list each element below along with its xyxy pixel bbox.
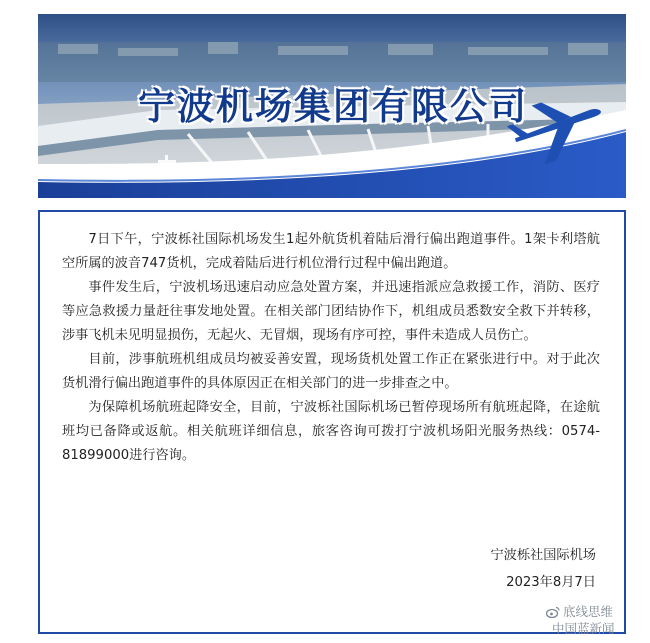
watermark bbox=[540, 598, 650, 643]
watermark-line-2: 中国蓝新闻 bbox=[552, 621, 615, 636]
signature-organization: 宁波栎社国际机场 bbox=[490, 548, 596, 563]
notice-paragraph: 事件发生后，宁波机场迅速启动应急处置方案，并迅速指派应急救援工作，消防、医疗等应急救援力量赶往事发地处置。在相关部门团结协作下，机组成员悉数安全救下并转移，涉事飞机未见明显损伤，无起火、无冒烟，现场有序可控，事件未造成人员伤亡。 bbox=[62, 280, 600, 343]
notice-paragraph: 7日下午，宁波栎社国际机场发生1起外航货机着陆后滑行偏出跑道事件。1架卡利塔航空所属的波音747货机，完成着陆后进行机位滑行过程中偏出跑道。 bbox=[62, 232, 600, 271]
company-title: 宁波机场集团有限公司 bbox=[138, 85, 528, 128]
signature-block bbox=[491, 542, 597, 596]
header-banner bbox=[38, 14, 626, 198]
notice-body bbox=[62, 228, 600, 468]
notice-paragraph: 目前，涉事航班机组成员均被妥善安置，现场货机处置工作正在紧张进行中。对于此次货机滑行偏出跑道事件的具体原因正在相关部门的进一步排查之中。 bbox=[62, 352, 600, 391]
signature-date: 2023年8月7日 bbox=[506, 575, 596, 590]
weibo-icon bbox=[546, 606, 560, 618]
watermark-line-1 bbox=[546, 603, 613, 620]
notice-letter bbox=[38, 210, 626, 634]
watermark-text-1: 底线思维 bbox=[563, 604, 614, 619]
notice-paragraph: 为保障机场航班起降安全，目前，宁波栎社国际机场已暂停现场所有航班起降，在途航班均已备降或返航。相关航班详细信息，旅客咨询可拨打宁波机场阳光服务热线：0574-81899000进行咨询。 bbox=[62, 400, 600, 463]
